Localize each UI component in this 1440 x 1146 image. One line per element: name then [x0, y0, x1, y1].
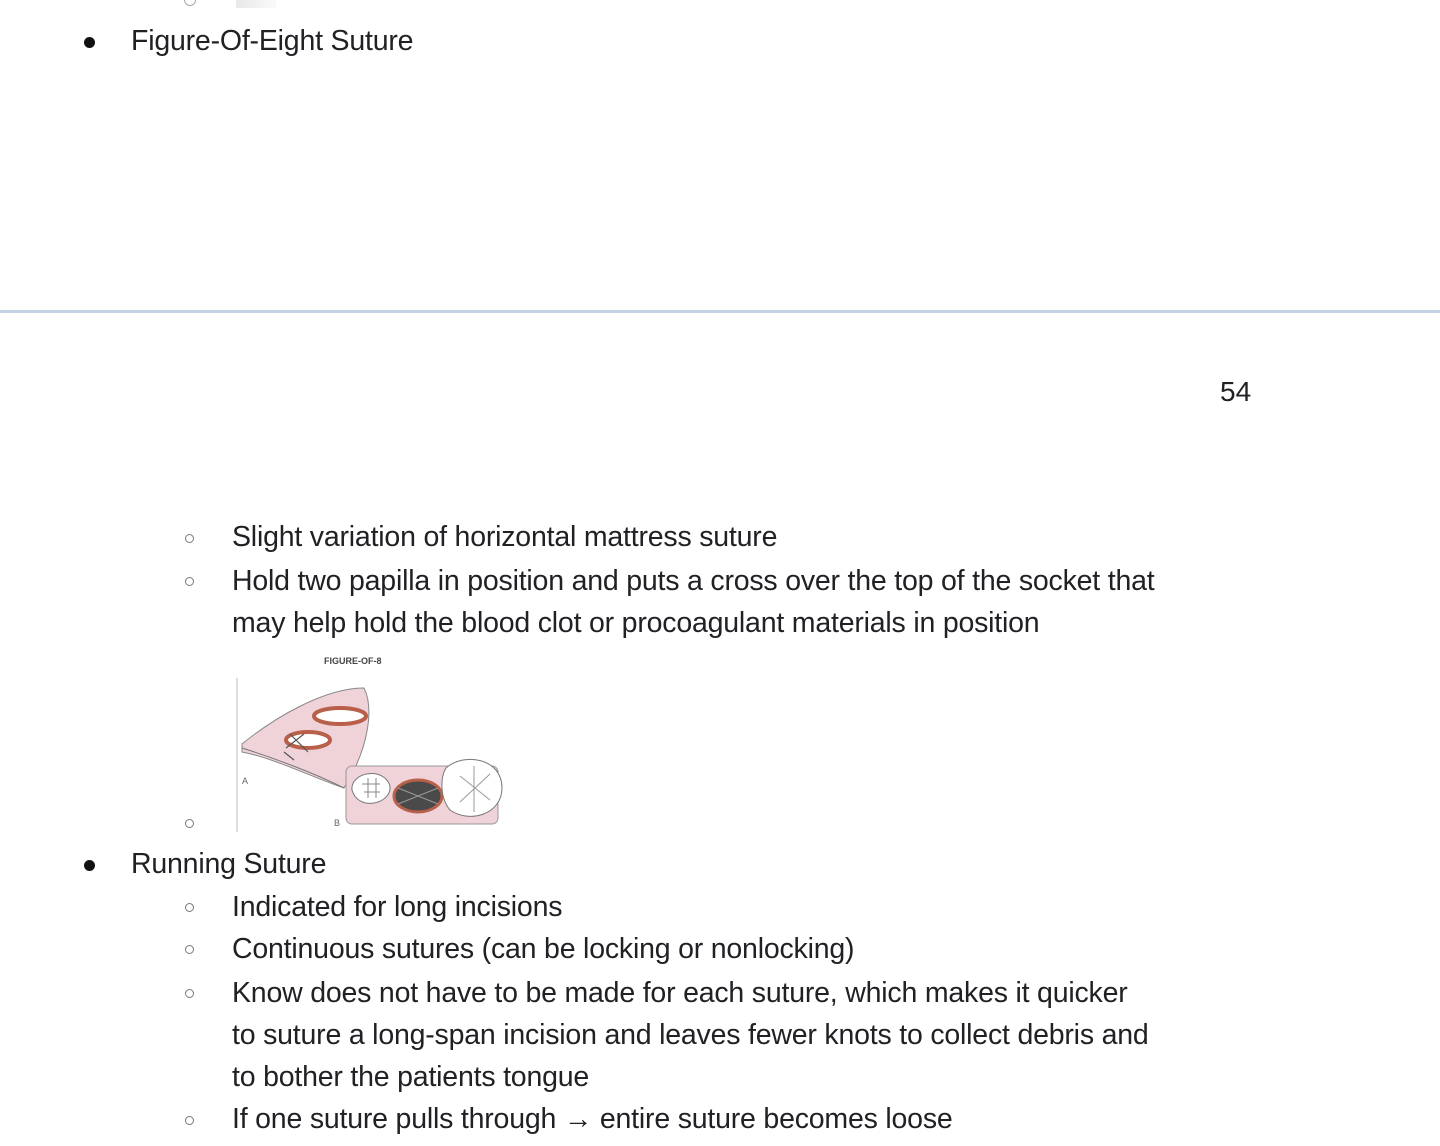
list-item: Indicated for long incisions [232, 891, 563, 923]
list-item: Slight variation of horizontal mattress suture [232, 521, 778, 553]
section-heading: Running Suture [131, 848, 327, 880]
list-bullet-filled [84, 860, 95, 871]
list-item-continuation: to suture a long-span incision and leaves fewer knots to collect debris and [232, 1019, 1149, 1051]
page-break-divider [0, 310, 1440, 313]
section-heading: Figure-Of-Eight Suture [131, 25, 414, 57]
list-item: If one suture pulls through → entire suture becomes loose [232, 1103, 953, 1135]
list-item: Continuous sutures (can be locking or nonlocking) [232, 933, 855, 965]
list-item-continuation: to bother the patients tongue [232, 1061, 590, 1093]
cropped-image-remnant [236, 0, 276, 8]
list-bullet-hollow [184, 0, 196, 6]
figure-title: FIGURE-OF-8 [324, 656, 382, 666]
suture-diagram-icon [234, 648, 506, 834]
figure-of-eight-illustration [234, 648, 506, 834]
list-bullet-hollow [185, 989, 194, 998]
list-bullet-hollow [185, 903, 194, 912]
list-item: Know does not have to be made for each suture, which makes it quicker [232, 977, 1128, 1009]
list-item-continuation: may help hold the blood clot or procoagulant materials in position [232, 607, 1040, 639]
list-bullet-filled [84, 37, 95, 48]
list-bullet-hollow [185, 1116, 194, 1125]
page-number: 54 [1220, 376, 1252, 407]
list-bullet-hollow [185, 945, 194, 954]
list-item: Hold two papilla in position and puts a cross over the top of the socket that [232, 565, 1155, 597]
list-bullet-hollow [185, 819, 194, 828]
list-bullet-hollow [185, 577, 194, 586]
figure-label-a: A [242, 776, 249, 786]
list-bullet-hollow [185, 534, 194, 543]
figure-label-b: B [334, 818, 341, 828]
